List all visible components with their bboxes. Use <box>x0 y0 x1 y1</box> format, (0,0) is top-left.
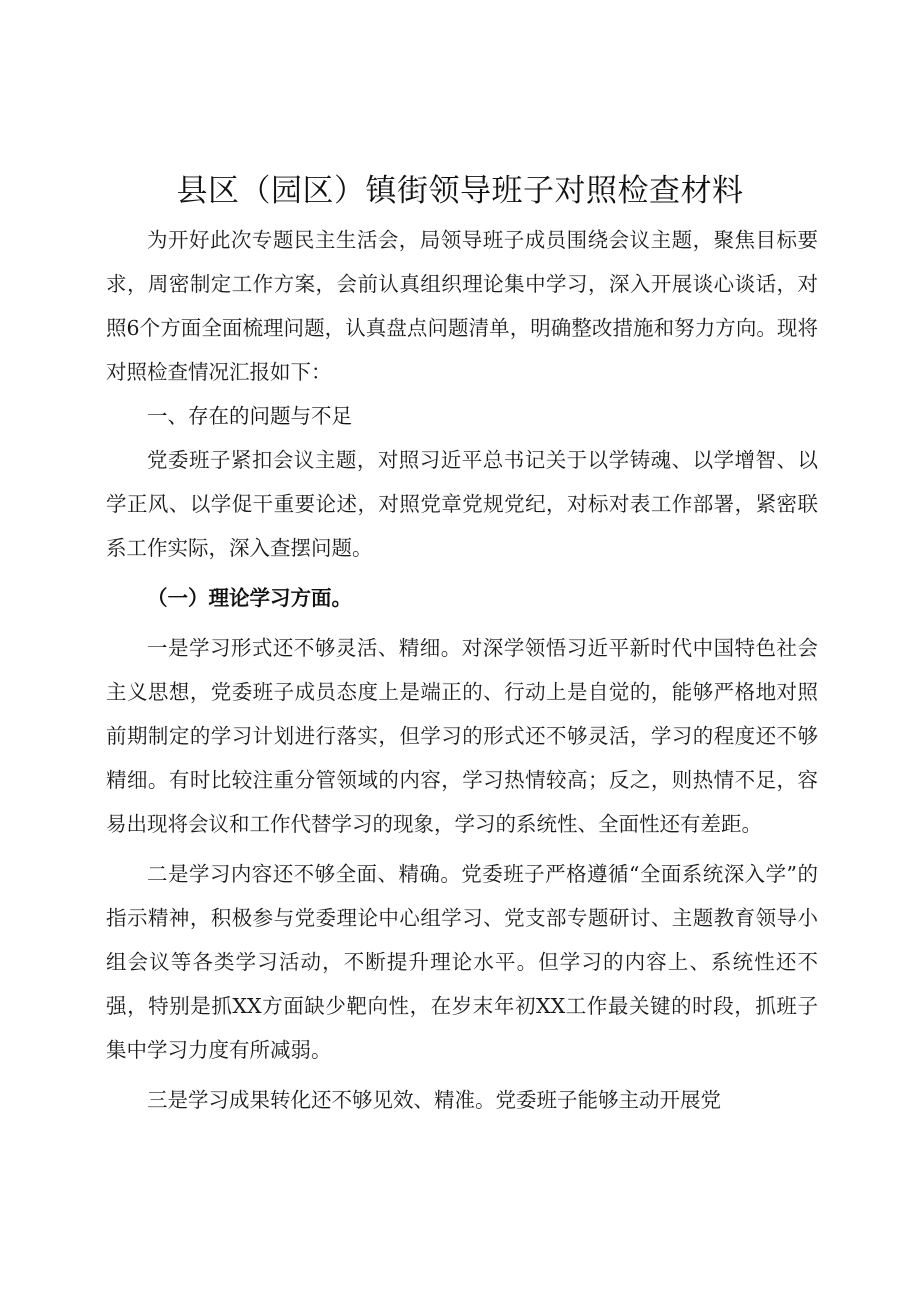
intro-paragraph: 为开好此次专题民主生活会，局领导班子成员围绕会议主题，聚焦目标要求，周密制定工作方案，会前认真组织理论集中学习，深入开展谈心谈话，对照6个方面全面梳理问题，认真盘点问题清单，明确整改措施和努力方向。现将对照检查情况汇报如下： <box>106 228 818 384</box>
document-body <box>106 218 818 1122</box>
section-heading-problems: 一、存在的问题与不足 <box>147 404 352 428</box>
subsection-heading-theory-study: （一）理论学习方面。 <box>147 586 352 610</box>
body-paragraph-3: 三是学习成果转化还不够见效、精准。党委班子能够主动开展党 <box>147 1088 721 1112</box>
body-paragraph-1: 一是学习形式还不够灵活、精细。对深学领悟习近平新时代中国特色社会主义思想，党委班子成员态度上是端正的、行动上是自觉的，能够严格地对照前期制定的学习计划进行落实，但学习的形式还不够灵活，学习的程度还不够精细。有时比较注重分管领域的内容，学习热情较高；反之，则热情不足，容易出现将会议和工作代替学习的现象，学习的系统性、全面性还有差距。 <box>106 636 818 836</box>
section-intro-paragraph: 党委班子紧扣会议主题，对照习近平总书记关于以学铸魂、以学增智、以学正风、以学促干重要论述，对照党章党规党纪，对标对表工作部署，紧密联系工作实际，深入查摆问题。 <box>106 448 818 560</box>
body-paragraph-2: 二是学习内容还不够全面、精确。党委班子严格遵循“全面系统深入学”的指示精神，积极参与党委理论中心组学习、党支部专题研讨、主题教育领导小组会议等各类学习活动，不断提升理论水平。但学习的内容上、系统性还不强，特别是抓XX方面缺少靶向性，在岁末年初XX工作最关键的时段，抓班子集中学习力度有所减弱。 <box>106 862 818 1062</box>
document-title: 县区（园区）镇街领导班子对照检查材料 <box>176 173 744 209</box>
